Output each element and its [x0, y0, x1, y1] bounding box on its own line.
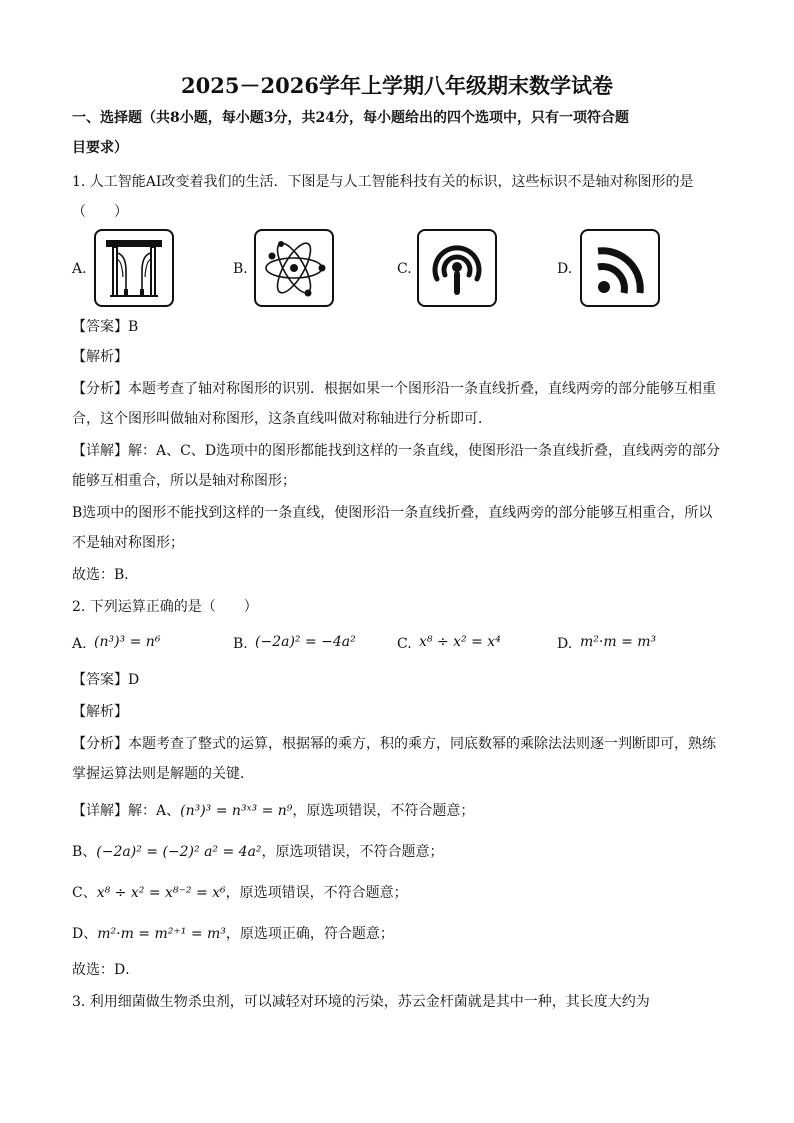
q2-detail-c-expr: x⁸ ÷ x² = x⁸⁻² = x⁶: [96, 885, 226, 901]
q2-detail-c-prefix: C、: [72, 885, 97, 901]
broadcast-icon: [417, 229, 497, 307]
q2-detail-d-text: ，原选项正确，符合题意；: [225, 926, 394, 942]
q2-detail-d-expr: m²·m = m²⁺¹ = m³: [97, 926, 226, 942]
section-heading-line2: 目要求）: [72, 140, 128, 156]
q2-detail-b-line: [72, 843, 444, 861]
q2-detail-prefix: 【详解】解：A、: [72, 803, 181, 819]
q2-option-d-expr: m²·m = m³: [580, 634, 657, 650]
q1-conclusion: 故选：B．: [72, 567, 139, 583]
q1-stem-line2: （ ）: [72, 204, 128, 220]
q1-detail-line1: 【详解】解：A、C、D选项中的图形都能找到这样的一条直线，使图形沿一条直线折叠，直线两旁的部分: [72, 443, 721, 459]
q1-answer: 【答案】B: [72, 319, 139, 335]
q2-detail-b-prefix: B、: [72, 844, 97, 860]
q2-detail-b-text: ，原选项错误，不符合题意；: [261, 844, 444, 860]
page-title: 2025－2026学年上学期八年级期末数学试卷: [181, 73, 613, 98]
q2-fenxi-line1: 【分析】本题考查了整式的运算，根据幂的乘方，积的乘方，同底数幂的乘除法法则逐一判断即可，熟练: [72, 736, 716, 752]
q2-option-a-expr: (n³)³ = n⁶: [94, 634, 161, 650]
q2-option-b-letter: B.: [233, 636, 248, 652]
q2-detail-c-line: [72, 884, 408, 902]
q1-option-b-letter: B.: [233, 261, 248, 277]
q2-answer: 【答案】D: [72, 672, 140, 688]
gate-icon: [94, 229, 174, 307]
rss-icon: [580, 229, 660, 307]
q2-option-c-expr: x⁸ ÷ x² = x⁴: [419, 634, 501, 650]
q2-detail-a-expr: (n³)³ = n³ˣ³ = n⁹: [180, 803, 293, 819]
q2-detail-c-text: ，原选项错误，不符合题意；: [225, 885, 408, 901]
q1-stem-line1: 1. 人工智能AI改变着我们的生活．下图是与人工智能科技有关的标识，这些标识不是轴对称图形的是: [72, 174, 694, 190]
q2-detail-d-prefix: D、: [72, 926, 98, 942]
q1-detail-line3: B选项中的图形不能找到这样的一条直线，使图形沿一条直线折叠，直线两旁的部分能够互相重合，所以: [72, 505, 713, 521]
q2-fenxi-line2: 掌握运算法则是解题的关键．: [72, 766, 254, 782]
q2-option-b-expr: (−2a)² = −4a²: [255, 634, 356, 650]
q2-option-c-letter: C.: [397, 636, 412, 652]
section-heading-line1: 一、选择题（共8小题，每小题3分，共24分，每小题给出的四个选项中，只有一项符合题: [72, 110, 629, 126]
q2-analysis-label: 【解析】: [72, 704, 128, 720]
q1-fenxi-line2: 合，这个图形叫做轴对称图形，这条直线叫做对称轴进行分析即可．: [72, 411, 492, 427]
q2-conclusion: 故选：D．: [72, 962, 140, 978]
atom-icon: [254, 229, 334, 307]
q1-option-d-letter: D.: [557, 261, 573, 277]
q1-option-a-letter: A.: [72, 261, 87, 277]
q2-detail-a-text: ，原选项错误，不符合题意；: [292, 803, 475, 819]
q1-detail-line4: 不是轴对称图形；: [72, 535, 184, 551]
q2-detail-b-expr: (−2a)² = (−2)² a² = 4a²: [96, 844, 262, 860]
q1-detail-line2: 能够互相重合，所以是轴对称图形；: [72, 473, 296, 489]
q3-stem: 3. 利用细菌做生物杀虫剂，可以减轻对环境的污染，苏云金杆菌就是其中一种，其长度大约为: [72, 994, 650, 1010]
q2-stem: 2. 下列运算正确的是（ ）: [72, 599, 258, 615]
q2-option-d-letter: D.: [557, 636, 573, 652]
q2-option-a-letter: A.: [72, 636, 87, 652]
q2-detail-d-line: [72, 925, 394, 943]
q1-option-c-letter: C.: [397, 261, 412, 277]
q1-analysis-label: 【解析】: [72, 349, 128, 365]
q1-fenxi-line1: 【分析】本题考查了轴对称图形的识别．根据如果一个图形沿一条直线折叠，直线两旁的部分能够互相重: [72, 381, 716, 397]
q2-detail-a-line: [72, 802, 474, 820]
